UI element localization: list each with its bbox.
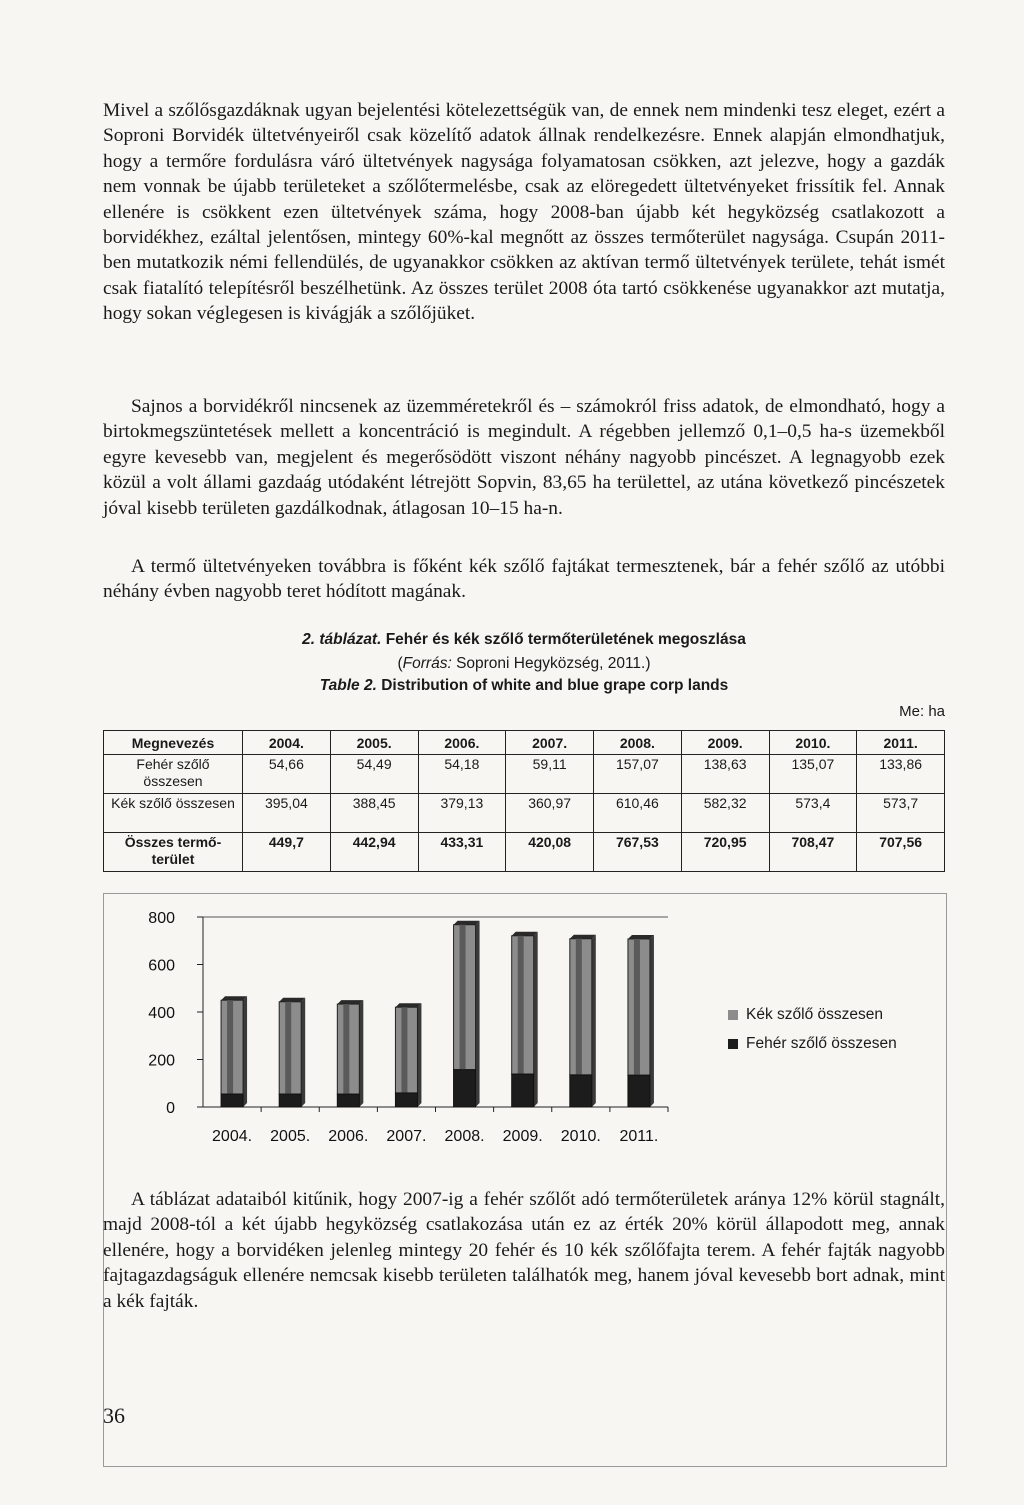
table-cell: 54,66: [243, 755, 331, 794]
bar-top-face: [395, 1003, 421, 1007]
header-cell: Megnevezés: [104, 731, 243, 755]
stacked-bar-chart: [103, 893, 947, 1467]
table-cell: 707,56: [857, 833, 945, 872]
page-number: 36: [103, 1403, 125, 1428]
legend-swatch-blue: [728, 1010, 738, 1020]
table-cell: 54,18: [418, 755, 506, 794]
source-text: Soproni Hegyközség, 2011.): [456, 655, 651, 672]
legend-label: Kék szőlő összesen: [746, 1006, 883, 1023]
table-row: [104, 755, 945, 794]
legend-label: Fehér szőlő összesen: [746, 1035, 897, 1052]
x-tick-label: 2005.: [270, 1128, 311, 1145]
x-tick-label: 2007.: [386, 1128, 427, 1145]
y-tick-label: 400: [148, 1005, 175, 1022]
bar-blue-grape-shade: [343, 1004, 349, 1094]
legend-item-blue: [728, 1000, 897, 1029]
unit-label: Me: ha: [899, 703, 945, 720]
bar-blue-grape-shade: [634, 939, 640, 1075]
source-paren: (: [397, 655, 403, 672]
chart-legend: [728, 1000, 897, 1058]
table-cell: 449,7: [243, 833, 331, 872]
bar-top-face: [337, 1000, 363, 1004]
y-tick-label: 200: [148, 1052, 175, 1070]
bar-white-grape: [512, 1074, 534, 1107]
y-tick-label: 800: [148, 910, 175, 927]
table-title-hu: Fehér és kék szőlő termőterületének megoszlása: [385, 631, 746, 648]
table-title-en: Distribution of white and blue grape corp lands: [381, 677, 729, 694]
paragraph-2: Sajnos a borvidékről nincsenek az üzemméretekről és – számokról friss adatok, de elmondható, hogy a birtokmegszüntetések mellett a koncentráció is megindult. A régebben jellemző 0,1–0,5 ha-s üzemekből egyre kevesebb van, megjelent és megerősödött viszont néhány nagyobb pincészet. A legnagyobb ezek közül a volt állami gazdaág utódaként létrejött Sopvin, 83,65 ha területtel, az utána következő pincészetek jóval kisebb területen gazdálkodnak, átlagosan 10–15 ha-n.: [103, 396, 945, 519]
row-label: Kék szőlő összesen: [104, 794, 243, 833]
table-cell: 573,7: [857, 794, 945, 833]
table-cell: 767,53: [594, 833, 682, 872]
table-cell: 433,31: [418, 833, 506, 872]
paragraph-4: A táblázat adataiból kitűnik, hogy 2007-ig a fehér szőlőt adó termőterületek aránya 12% körül stagnált, majd 2008-tól a két újabb hegyközség csatlakozása után ez az érték 20% körül állapodott meg, annak ellenére, hogy a borvidéken jelenleg mintegy 20 fehér és 10 kék szőlőfajta terem. A fehér fajták nagyobb fajtagazdagságuk ellenére nemcsak kisebb területen találhatók meg, hanem jóval kevesebb bort adnak, mint a kék fajták.: [103, 1189, 945, 1312]
table-cell: 54,49: [330, 755, 418, 794]
bar-top-face: [454, 921, 480, 925]
y-tick-label: 600: [148, 957, 175, 975]
x-tick-label: 2004.: [212, 1128, 253, 1145]
bar-white-grape: [395, 1093, 417, 1107]
bar-top-face: [628, 935, 654, 939]
bar-white-grape: [454, 1070, 476, 1107]
bar-side-face: [417, 1003, 421, 1107]
header-cell: 2005.: [330, 731, 418, 755]
table-source: [103, 653, 945, 674]
paragraph-3: A termő ültetvényeken továbbra is főként kék szőlő fajtákat termesztenek, bár a fehér szőlő az utóbbi néhány évben nagyobb teret hódított magának.: [103, 556, 945, 603]
header-cell: 2009.: [681, 731, 769, 755]
bar-top-face: [570, 935, 596, 939]
paragraph-1: Mivel a szőlősgazdáknak ugyan bejelentési kötelezettségük van, de ennek nem mindenki tesz eleget, ezért a Soproni Borvidék ültetvényeiről csak közelítő adatok állnak rendelkezésre. Ennek alapján elmondhatjuk, hogy a termőre fordulásra váró ültetvények nagysága folyamatosan csökken, azt jelezve, hogy a gazdák nem vonnak be újabb területeket a szőlőtermelésbe, csak az elöregedett ültetvényeket frissítik fel. Annak ellenére is csökkent ezen ültetvények száma, hogy 2008-ban újabb két hegyközség csatlakozott a borvidékhez, ezáltal jelentősen, mintegy 60%-kal megnőtt az összes termőterület nagysága. Csupán 2011-ben mutatkozik némi fellendülés, de ugyanakkor csökken az aktívan termő ültetvények területe, tehát ismét csak fiatalító telepítésről beszélhetünk. Az összes terület 2008 óta tartó csökkenése ugyanakkor azt mutatja, hogy sokan véglegesen is kivágják a szőlőjüket.: [103, 100, 945, 325]
table-header-row: [104, 731, 945, 755]
row-label: Fehér szőlő összesen: [104, 755, 243, 794]
table-label-en: Table 2.: [319, 677, 377, 694]
source-label: Forrás:: [402, 655, 452, 672]
table-caption-hu: [103, 629, 945, 650]
legend-item-white: [728, 1029, 897, 1058]
bar-blue-grape-shade: [401, 1007, 407, 1093]
table-cell: 442,94: [330, 833, 418, 872]
table-cell: 360,97: [506, 794, 594, 833]
x-tick-label: 2008.: [444, 1128, 485, 1145]
data-table: [103, 730, 945, 872]
x-tick-label: 2011.: [619, 1128, 659, 1145]
bar-white-grape: [279, 1094, 301, 1107]
table-cell: 582,32: [681, 794, 769, 833]
table-cell: 379,13: [418, 794, 506, 833]
table-cell: 573,4: [769, 794, 857, 833]
row-label: Összes termő-terület: [104, 833, 243, 872]
table-label-hu: 2. táblázat.: [302, 631, 382, 648]
bar-top-face: [512, 932, 538, 936]
table-row: [104, 794, 945, 833]
table-cell: 708,47: [769, 833, 857, 872]
bar-white-grape: [337, 1094, 359, 1107]
table-cell: 138,63: [681, 755, 769, 794]
bar-side-face: [534, 932, 538, 1107]
table-cell: 610,46: [594, 794, 682, 833]
bar-top-face: [279, 998, 305, 1002]
header-cell: 2006.: [418, 731, 506, 755]
bar-side-face: [243, 996, 247, 1107]
header-cell: 2008.: [594, 731, 682, 755]
bar-side-face: [301, 998, 305, 1107]
y-tick-label: 0: [166, 1100, 175, 1117]
header-cell: 2011.: [857, 731, 945, 755]
table-cell: 135,07: [769, 755, 857, 794]
header-cell: 2007.: [506, 731, 594, 755]
bar-side-face: [476, 921, 480, 1107]
table-cell: 59,11: [506, 755, 594, 794]
x-tick-label: 2006.: [328, 1128, 369, 1145]
table-cell: 720,95: [681, 833, 769, 872]
bar-blue-grape-shade: [576, 939, 582, 1075]
table-cell: 420,08: [506, 833, 594, 872]
table-caption-en: [103, 675, 945, 696]
header-cell: 2004.: [243, 731, 331, 755]
bar-blue-grape-shade: [518, 936, 524, 1074]
x-tick-label: 2010.: [560, 1128, 601, 1145]
bar-white-grape: [221, 1094, 243, 1107]
bar-blue-grape-shade: [227, 1000, 233, 1094]
x-tick-label: 2009.: [502, 1128, 543, 1145]
bar-blue-grape-shade: [460, 925, 466, 1070]
header-cell: 2010.: [769, 731, 857, 755]
table-cell: 157,07: [594, 755, 682, 794]
bar-white-grape: [570, 1075, 592, 1107]
bar-white-grape: [628, 1075, 650, 1107]
table-cell: 388,45: [330, 794, 418, 833]
bar-top-face: [221, 996, 247, 1000]
bar-side-face: [359, 1000, 363, 1107]
table-cell: 395,04: [243, 794, 331, 833]
table-row-total: [104, 833, 945, 872]
legend-swatch-white: [728, 1039, 738, 1049]
bar-blue-grape-shade: [285, 1002, 291, 1094]
table-cell: 133,86: [857, 755, 945, 794]
bar-side-face: [650, 935, 654, 1107]
bar-side-face: [592, 935, 596, 1107]
